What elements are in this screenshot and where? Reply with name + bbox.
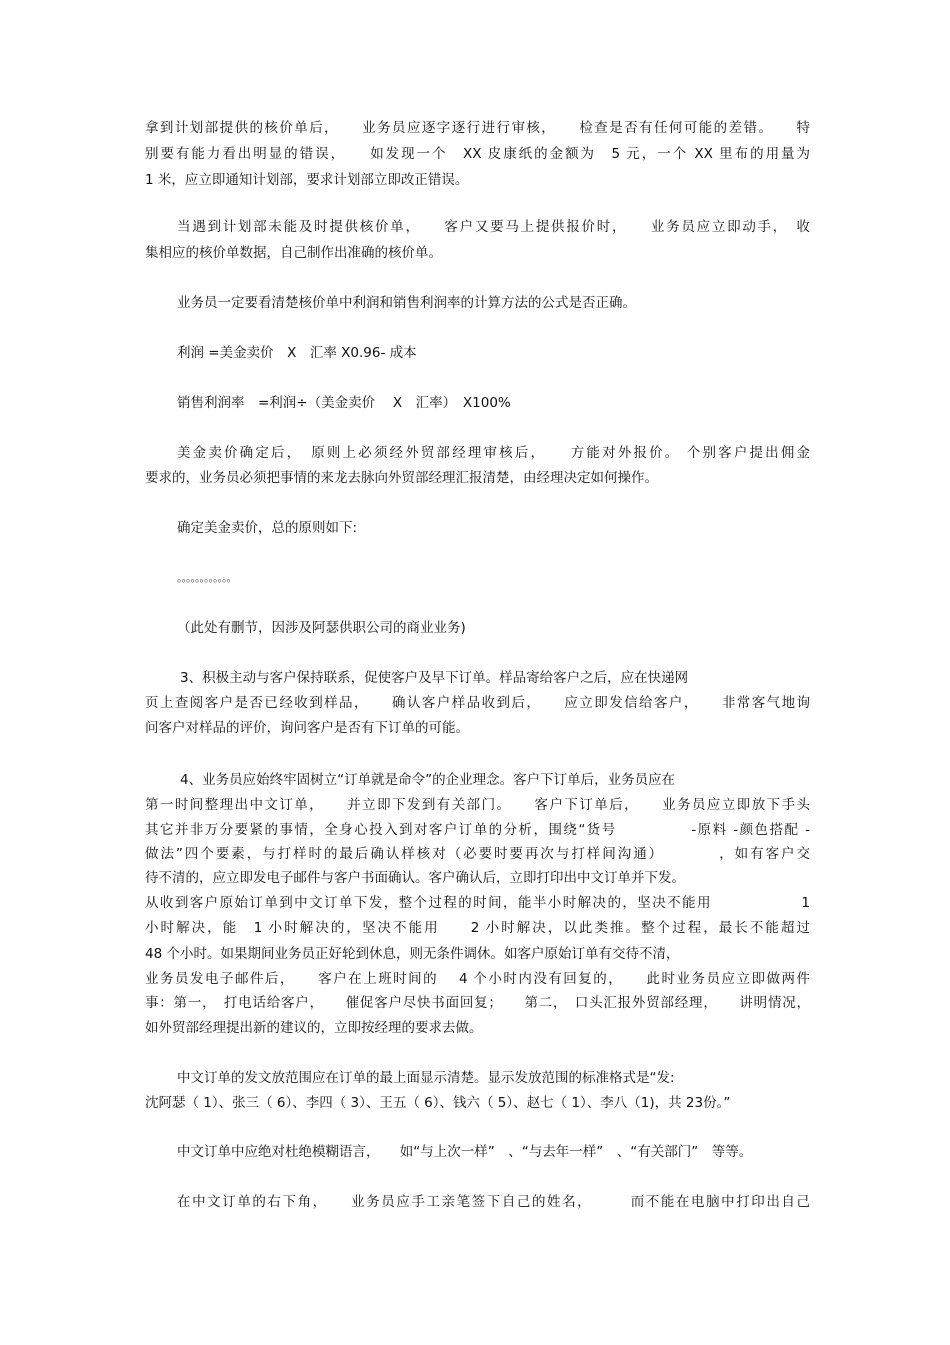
paragraph-line: 确定美金卖价，总的原则如下:: [177, 520, 358, 536]
paragraph-line: 要求的，业务员必须把事情的来龙去脉向外贸部经理汇报清楚，由经理决定如何操作。: [145, 470, 658, 486]
formula-margin: 销售利润率 =利润÷（美金卖价 X 汇率） X100%: [177, 395, 511, 411]
paragraph-line: 集相应的核价单数据，自己制作出准确的核价单。: [145, 245, 442, 261]
paragraph-line: 1 米，应立即通知计划部，要求计划部立即改正错误。: [145, 172, 469, 188]
paragraph-line: 从收到客户原始订单到中文订单下发，整个过程的时间，能半小时解决的，坚决不能用 1: [145, 895, 810, 911]
paragraph-line: 别要有能力看出明显的错误， 如发现一个 XX 皮康纸的金额为 5 元，一个 XX 里布的用量为: [145, 146, 810, 162]
paragraph-line: 页上查阅客户是否已经收到样品， 确认客户样品收到后， 应立即发信给客户， 非常客气地询: [145, 695, 810, 711]
paragraph-line: 事：第一， 打电话给客户， 催促客户尽快书面回复； 第二， 口头汇报外贸部经理， 讲明情况，: [145, 995, 810, 1011]
paragraph-line: 沈阿瑟（ 1）、张三（ 6）、李四（ 3）、王五（ 6）、钱六（ 5）、赵七（ 1）、李八（1)，共 23份。”: [145, 1095, 731, 1111]
paragraph-line: 问客户对样品的评价，询问客户是否有下订单的可能。: [145, 720, 469, 736]
paragraph-line: 如外贸部经理提出新的建议的，立即按经理的要求去做。: [145, 1020, 483, 1036]
paragraph-line: 中文订单中应绝对杜绝模糊语言， 如“与上次一样” 、“与去年一样” 、“有关部门” 等等。: [177, 1144, 753, 1160]
paragraph-line: 第一时间整理出中文订单， 并立即下发到有关部门。 客户下订单后， 业务员应立即放下手头: [145, 797, 810, 813]
paragraph-line: 业务员发电子邮件后， 客户在上班时间的 4 个小时内没有回复的， 此时业务员应立即做两件: [145, 971, 810, 987]
omission-note: （此处有删节，因涉及阿瑟供职公司的商业业务): [177, 620, 466, 636]
paragraph-line: 48 个小时。如果期间业务员正好轮到休息，则无条件调休。如客户原始订单有交待不清，: [145, 946, 680, 962]
paragraph-line: 拿到计划部提供的核价单后， 业务员应逐字逐行进行审核， 检查是否有任何可能的差错。 特: [145, 120, 810, 136]
ellipsis-line: 。。。。。。。。。。。。: [177, 571, 237, 584]
paragraph-line: 3、积极主动与客户保持联系，促使客户及早下订单。样品寄给客户之后，应在快递网: [180, 670, 689, 686]
formula-profit: 利润 =美金卖价 X 汇率 X0.96- 成本: [177, 345, 417, 361]
paragraph-line: 做法”四个要素，与打样时的最后确认样核对（必要时要再次与打样间沟通） ，如有客户交: [145, 846, 810, 862]
paragraph-line: 当遇到计划部未能及时提供核价单， 客户又要马上提供报价时， 业务员应立即动手， 收: [177, 219, 810, 235]
paragraph-line: 在中文订单的右下角， 业务员应手工亲笔签下自己的姓名， 而不能在电脑中打印出自己: [177, 1194, 810, 1210]
paragraph-line: 4、业务员应始终牢固树立“订单就是命令”的企业理念。客户下订单后，业务员应在: [180, 772, 676, 788]
paragraph-line: 中文订单的发文放范围应在订单的最上面显示清楚。显示发放范围的标准格式是“发:: [177, 1070, 675, 1086]
paragraph-line: 小时解决，能 1 小时解决的，坚决不能用 2 小时解决，以此类推。整个过程，最长不能超过: [145, 920, 810, 936]
paragraph-line: 美金卖价确定后， 原则上必须经外贸部经理审核后， 方能对外报价。 个别客户提出佣金: [177, 445, 810, 461]
paragraph-line: 业务员一定要看清楚核价单中利润和销售利润率的计算方法的公式是否正确。: [177, 295, 636, 311]
paragraph-line: 待不清的，应立即发电子邮件与客户书面确认。客户确认后，立即打印出中文订单并下发。: [145, 870, 685, 886]
paragraph-line: 其它并非万分要紧的事情，全身心投入到对客户订单的分析，围绕“货号 -原料 -颜色搭配 -: [145, 822, 810, 838]
